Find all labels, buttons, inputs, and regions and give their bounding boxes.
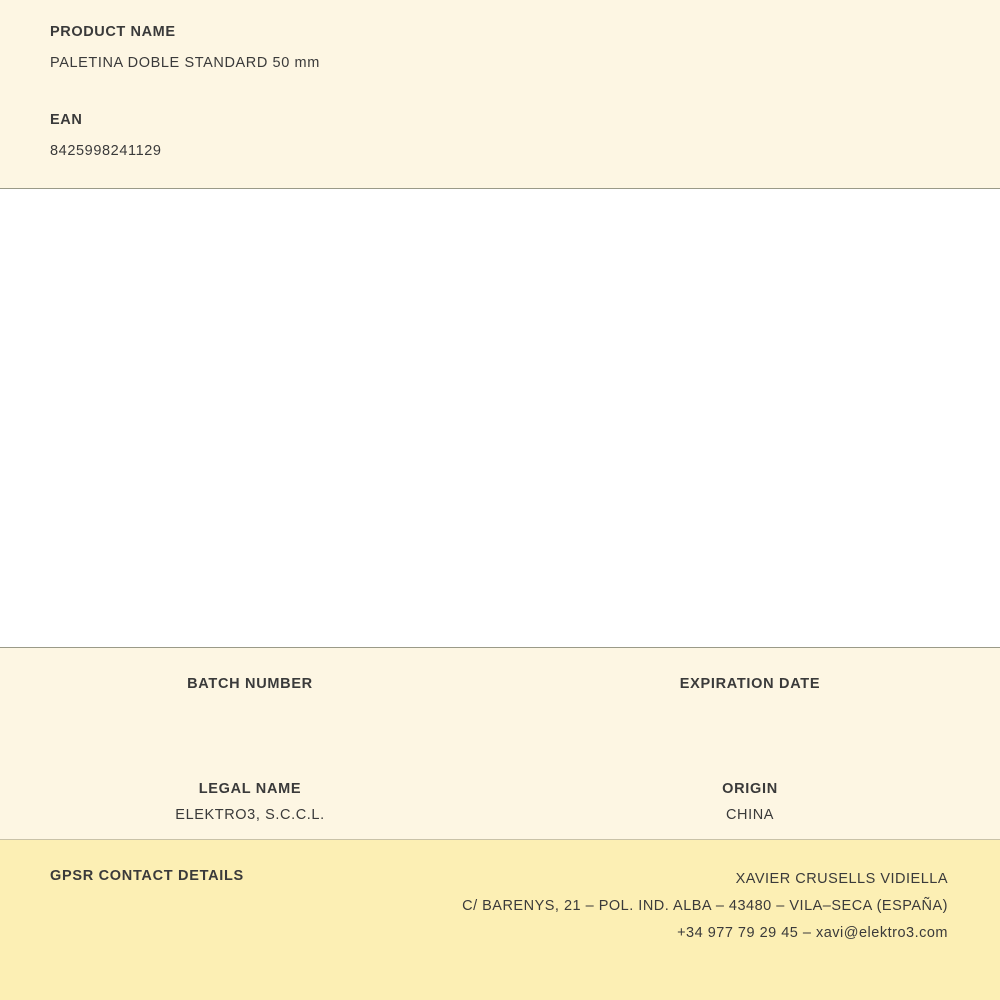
ean-label: EAN xyxy=(50,112,83,129)
product-name-label: PRODUCT NAME xyxy=(50,24,176,40)
contact-name: XAVIER CRUSELLS VIDIELLA xyxy=(735,871,948,887)
product-name-field xyxy=(50,22,950,73)
legal-name-field xyxy=(0,779,500,825)
batch-number-label: BATCH NUMBER xyxy=(187,676,313,692)
legal-name-value: ELEKTRO3, S.C.C.L. xyxy=(175,806,325,823)
ean-value: 8425998241129 xyxy=(50,142,162,159)
product-name-value: PALETINA DOBLE STANDARD 50 mm xyxy=(50,54,320,71)
legal-name-label: LEGAL NAME xyxy=(198,781,302,798)
contact-phone-email: +34 977 79 29 45 – xavi@elektro3.com xyxy=(677,924,948,941)
expiration-date-field xyxy=(500,674,1000,717)
batch-number-field xyxy=(0,674,500,717)
product-header-section xyxy=(0,0,1000,189)
origin-label: ORIGIN xyxy=(722,781,778,798)
gpsr-contact-title: GPSR CONTACT DETAILS xyxy=(50,868,244,884)
product-details-section xyxy=(0,648,1000,840)
field-spacer xyxy=(50,79,950,110)
gpsr-contact-details xyxy=(462,866,948,946)
contact-address: C/ BARENYS, 21 – POL. IND. ALBA – 43480 – VILA–SECA (ESPAÑA) xyxy=(462,897,948,914)
details-row-batch-expiration xyxy=(0,674,1000,717)
product-image-area xyxy=(0,189,1000,648)
expiration-date-label: EXPIRATION DATE xyxy=(679,676,821,692)
ean-field xyxy=(50,110,950,161)
expiration-date-value xyxy=(500,699,1000,717)
details-row-legal-origin xyxy=(0,779,1000,825)
origin-field xyxy=(500,779,1000,825)
gpsr-contact-section xyxy=(0,840,1000,1000)
origin-value: CHINA xyxy=(725,806,775,823)
batch-number-value xyxy=(0,699,500,717)
